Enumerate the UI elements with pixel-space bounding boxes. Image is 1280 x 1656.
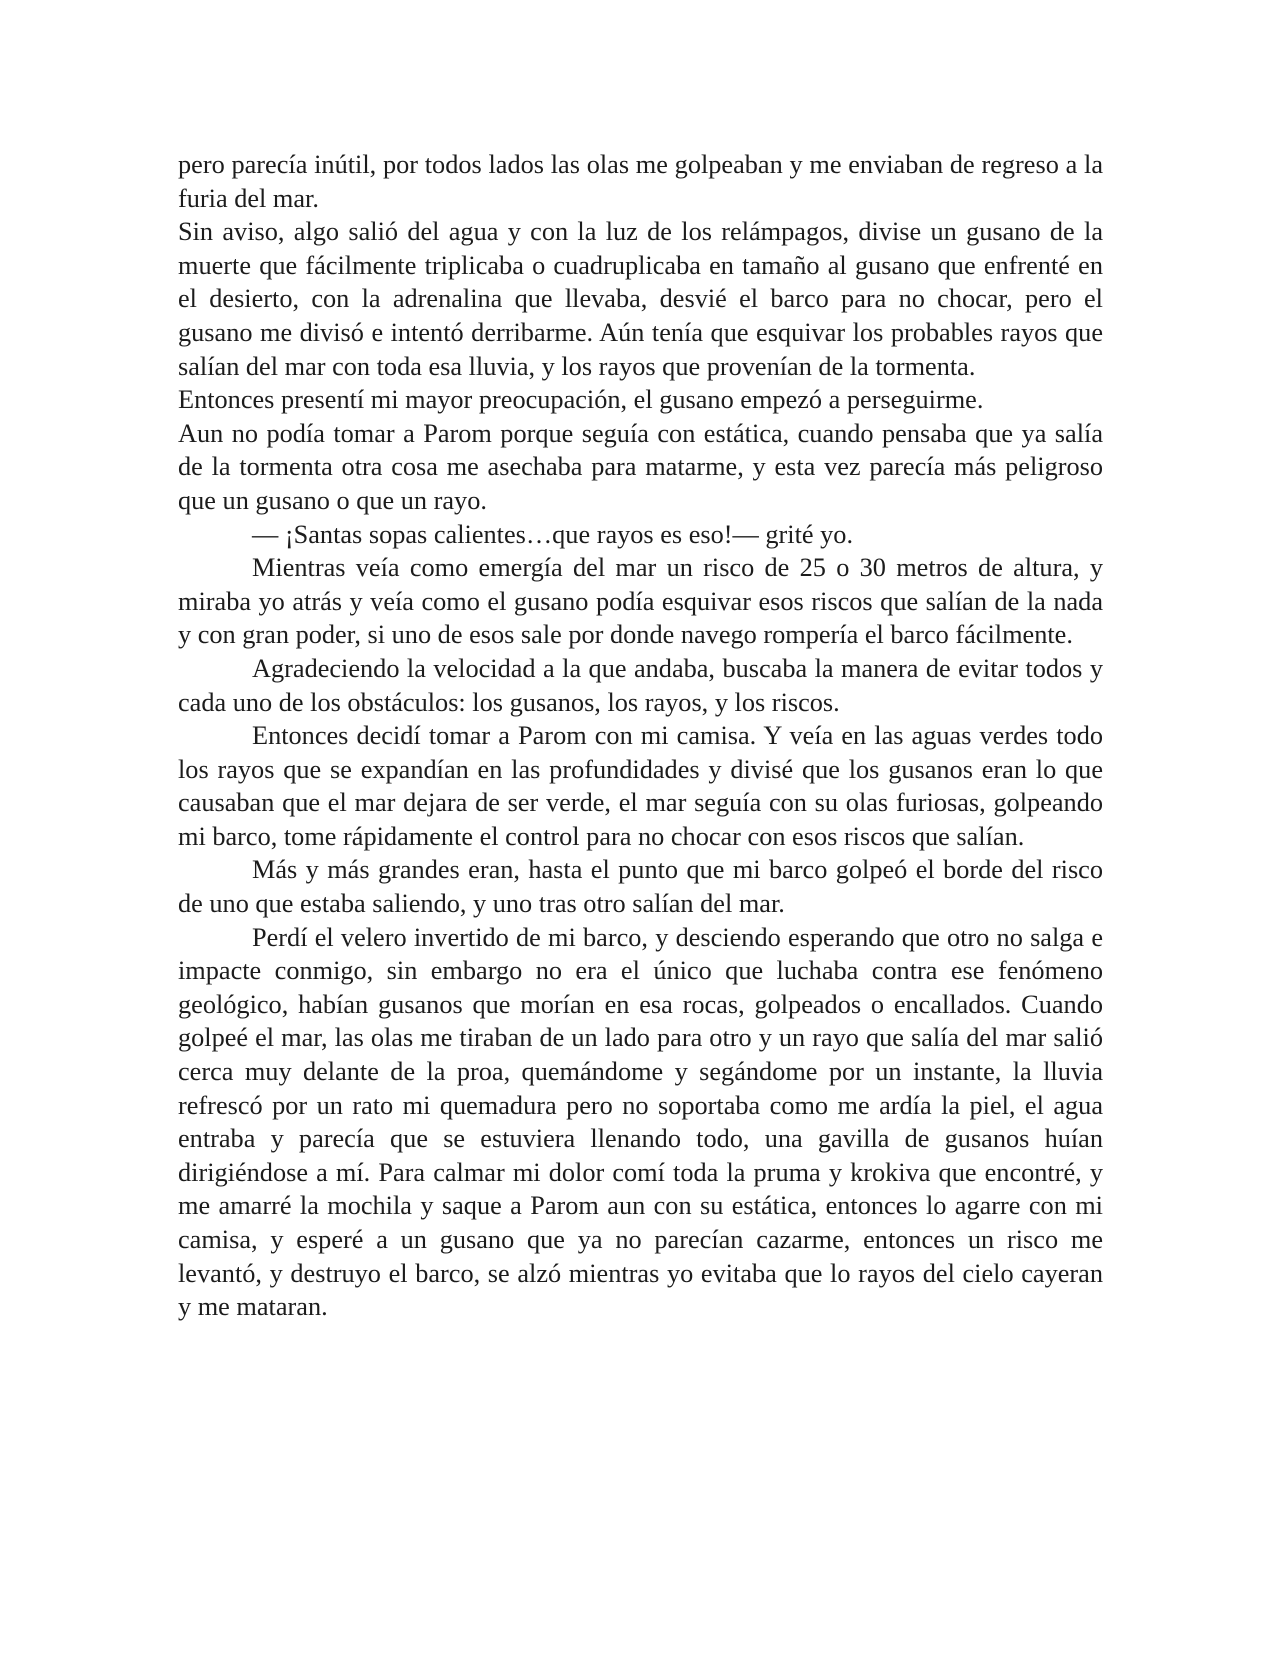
paragraph: Aun no podía tomar a Parom porque seguía con estática, cuando pensaba que ya salía de la tormenta otra cosa me asechaba para matarme, y esta vez parecía más peligroso que un gusano o que un rayo. <box>178 418 1103 515</box>
paragraph: Entonces decidí tomar a Parom con mi camisa. Y veía en las aguas verdes todo los rayos que se expandían en las profundidades y divisé que los gusanos eran lo que causaban que el mar dejara de ser verde, el mar seguía con su olas furiosas, golpeando mi barco, tome rápidamente el control para no chocar con esos riscos que salían. <box>178 721 1103 851</box>
paragraph: Más y más grandes eran, hasta el punto que mi barco golpeó el borde del risco de uno que estaba saliendo, y uno tras otro salían del mar. <box>178 855 1103 919</box>
paragraph: pero parecía inútil, por todos lados las olas me golpeaban y me enviaban de regreso a la furia del mar. <box>178 150 1103 213</box>
paragraph: Entonces presentí mi mayor preocupación, el gusano empezó a perseguirme. <box>178 385 984 415</box>
dialogue-paragraph: — ¡Santas sopas calientes…que rayos es eso!— grité yo. <box>252 519 854 549</box>
paragraph: Sin aviso, algo salió del agua y con la luz de los relámpagos, divise un gusano de la muerte que fácilmente triplicaba o cuadruplicaba en tamaño al gusano que enfrenté en el desierto, con la adrenalina que llevaba, desvié el barco para no chocar, pero el gusano me divisó e intentó derribarme. Aún tenía que esquivar los probables rayos que salían del mar con toda esa lluvia, y los rayos que provenían de la tormenta. <box>178 217 1103 381</box>
paragraph: Agradeciendo la velocidad a la que andaba, buscaba la manera de evitar todos y cada uno de los obstáculos: los gusanos, los rayos, y los riscos. <box>178 653 1103 717</box>
paragraph: Perdí el velero invertido de mi barco, y desciendo esperando que otro no salga e impacte conmigo, sin embargo no era el único que luchaba contra ese fenómeno geológico, habían gusanos que morían en esa rocas, golpeados o encallados. Cuando golpeé el mar, las olas me tiraban de un lado para otro y un rayo que salía del mar salió cerca muy delante de la proa, quemándome y segándome por un instante, la lluvia refrescó por un rato mi quemadura pero no soportaba como me ardía la piel, el agua entraba y parecía que se estuviera llenando todo, una gavilla de gusanos huían dirigiéndose a mí. Para calmar mi dolor comí toda la pruma y krokiva que encontré, y me amarré la mochila y saque a Parom aun con su estática, entonces lo agarre con mi camisa, y esperé a un gusano que ya no parecían cazarme, entonces un risco me levantó, y destruyo el barco, se alzó mientras yo evitaba que lo rayos del cielo cayeran y me mataran. <box>178 922 1103 1322</box>
paragraph: Mientras veía como emergía del mar un risco de 25 o 30 metros de altura, y miraba yo atrás y veía como el gusano podía esquivar esos riscos que salían de la nada y con gran poder, si uno de esos sale por donde navego rompería el barco fácilmente. <box>178 553 1103 650</box>
page-body <box>178 148 1103 1324</box>
